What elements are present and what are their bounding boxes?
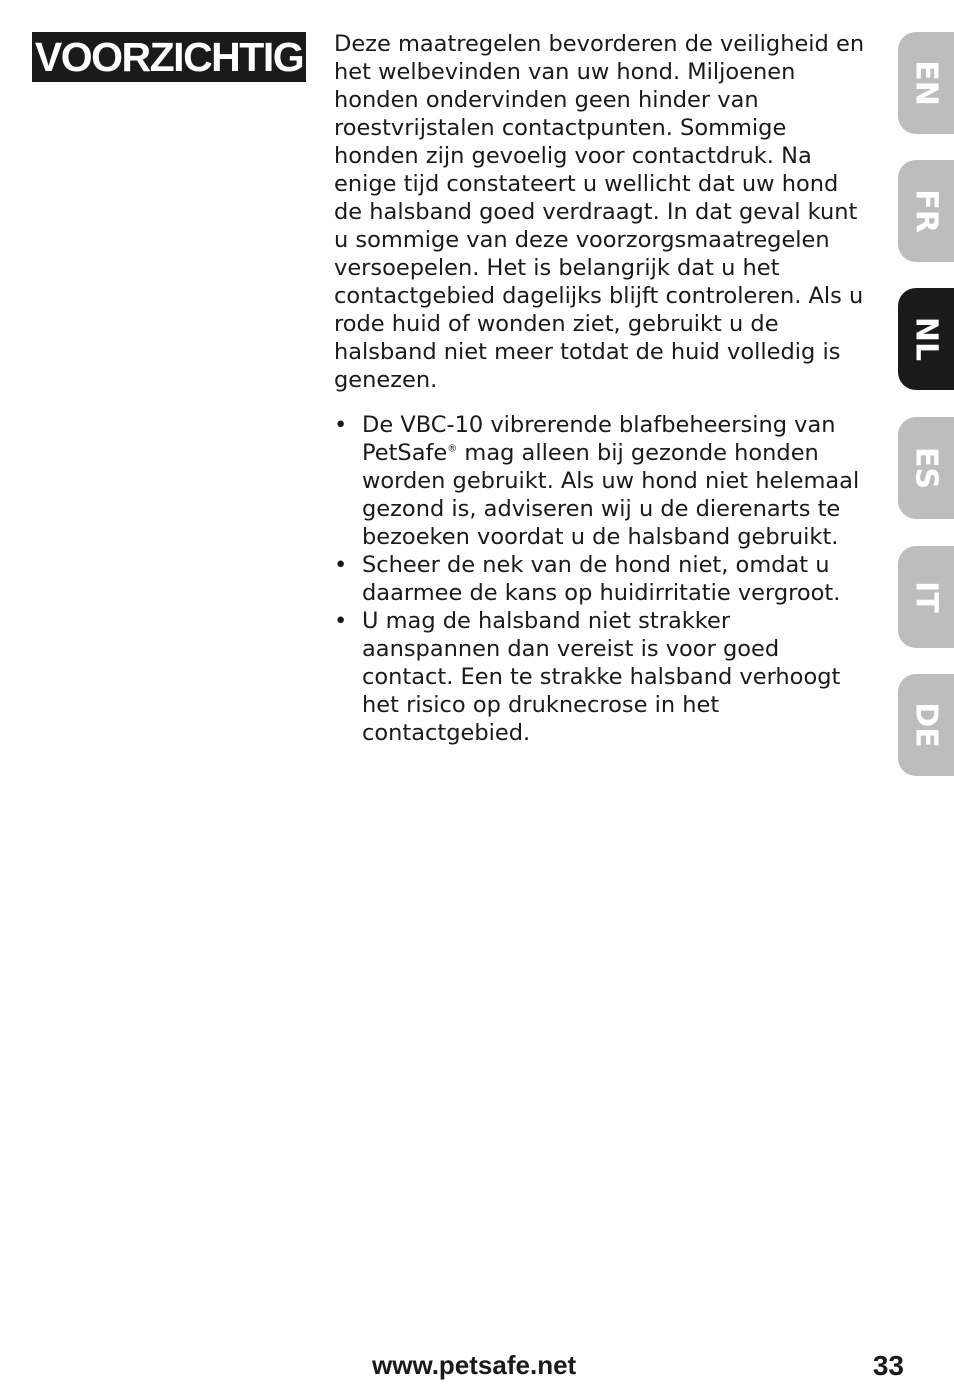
- bullet-icon: •: [334, 552, 348, 578]
- tab-fr[interactable]: [898, 160, 954, 262]
- tab-es[interactable]: [898, 417, 954, 519]
- bullet-icon: •: [334, 412, 348, 438]
- list-item-text: Scheer de nek van de hond niet, omdat u daarmee de kans op huidirritatie vergroot.: [362, 552, 841, 606]
- tab-de[interactable]: [898, 674, 954, 776]
- registered-mark: ®: [447, 443, 458, 455]
- list-item-text: U mag de halsband niet strakker aanspannen dan vereist is voor goed contact. Een te strakke halsband verhoogt het risico op druknecrose in het contactgebied.: [362, 608, 841, 746]
- tab-label: IT: [908, 581, 944, 613]
- list-item: [334, 411, 874, 551]
- tab-nl[interactable]: [898, 288, 954, 390]
- tab-it[interactable]: [898, 546, 954, 648]
- tab-label: FR: [908, 189, 944, 233]
- tab-label: DE: [908, 702, 944, 748]
- bullet-icon: •: [334, 608, 348, 634]
- tab-label: NL: [908, 316, 944, 362]
- tab-en[interactable]: [898, 32, 954, 134]
- tab-label: ES: [908, 446, 944, 490]
- list-item: [334, 607, 874, 747]
- precaution-list: [334, 411, 874, 747]
- tab-label: EN: [908, 60, 944, 106]
- body-text: [334, 30, 874, 747]
- list-item-text-end: mag alleen bij gezonde honden worden gebruikt. Als uw hond niet helemaal gezond is, adviseren wij u de dierenarts te bezoeken voordat u de halsband gebruikt.: [362, 440, 860, 550]
- page-number: 33: [872, 1350, 904, 1381]
- footer-url[interactable]: www.petsafe.net: [372, 1350, 577, 1380]
- intro-paragraph: Deze maatregelen bevorderen de veiligheid en het welbevinden van uw hond. Miljoenen honden ondervinden geen hinder van roestvrijstalen contactpunten. Sommige honden zijn gevoelig voor contactdruk. Na enige tijd constateert u wellicht dat uw hond de halsband goed verdraagt. In dat geval kunt u sommige van deze voorzorgsmaatregelen versoepelen. Het is belangrijk dat u het contactgebied dagelijks blijft controleren. Als u rode huid of wonden ziet, gebruikt u de halsband niet meer totdat de huid volledig is genezen.: [334, 31, 865, 393]
- list-item-text-start: De VBC-10 vibrerende blafbeheersing van PetSafe: [362, 412, 836, 466]
- list-item: [334, 551, 874, 607]
- caution-heading: VOORZICHTIG: [32, 32, 306, 82]
